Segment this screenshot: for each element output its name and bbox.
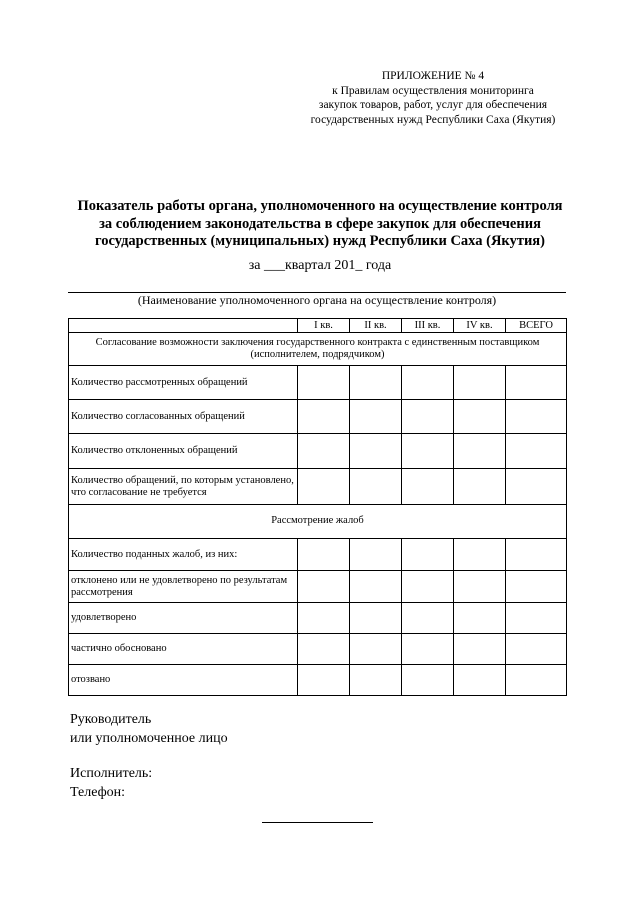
table-row (69, 603, 567, 634)
value-cell[interactable] (454, 400, 506, 434)
value-cell[interactable] (402, 603, 454, 634)
value-cell[interactable] (454, 366, 506, 400)
value-cell[interactable] (350, 434, 402, 469)
value-cell[interactable] (454, 539, 506, 571)
value-cell[interactable] (402, 571, 454, 603)
value-cell[interactable] (350, 634, 402, 665)
value-cell[interactable] (298, 603, 350, 634)
title-line: за соблюдением законодательства в сфере закупок для обеспечения (99, 215, 541, 232)
table-row (69, 571, 567, 603)
value-cell[interactable] (454, 434, 506, 469)
value-cell[interactable] (402, 366, 454, 400)
table-row (69, 665, 567, 696)
table-row (69, 469, 567, 505)
appendix-line: к Правилам осуществления мониторинга (332, 84, 534, 97)
value-cell[interactable] (402, 665, 454, 696)
value-cell[interactable] (506, 469, 567, 505)
appendix-line: закупок товаров, работ, услуг для обеспечения (318, 99, 548, 111)
value-cell[interactable] (506, 603, 567, 634)
value-cell[interactable] (350, 665, 402, 696)
header-cell-q4: IV кв. (454, 319, 506, 333)
section-title: Рассмотрение жалоб (69, 505, 567, 539)
value-cell[interactable] (506, 400, 567, 434)
contacts-block (70, 764, 152, 802)
title-line: государственных (муниципальных) нужд Республики Саха (Якутия) (95, 233, 545, 249)
value-cell[interactable] (350, 603, 402, 634)
row-label: Количество согласованных обращений (69, 400, 298, 434)
header-cell-q2: II кв. (350, 319, 402, 333)
table-row (69, 539, 567, 571)
signature-block (70, 710, 228, 748)
value-cell[interactable] (454, 634, 506, 665)
section-title: Согласование возможности заключения государственного контракта с единственным поставщиком (исполнителем, подрядчиком) (69, 333, 567, 366)
signature-title: Руководитель (70, 712, 152, 727)
executor-label: Исполнитель: (70, 766, 153, 781)
value-cell[interactable] (298, 539, 350, 571)
row-label: частично обосновано (69, 634, 298, 665)
header-cell-blank (69, 319, 298, 333)
value-cell[interactable] (298, 469, 350, 505)
appendix-line: ПРИЛОЖЕНИЕ № 4 (381, 70, 485, 82)
row-label: Количество рассмотренных обращений (69, 366, 298, 400)
value-cell[interactable] (454, 665, 506, 696)
value-cell[interactable] (506, 366, 567, 400)
phone-label: Телефон: (70, 785, 126, 800)
value-cell[interactable] (350, 400, 402, 434)
value-cell[interactable] (350, 366, 402, 400)
value-cell[interactable] (298, 571, 350, 603)
value-cell[interactable] (350, 539, 402, 571)
row-label: удовлетворено (69, 603, 298, 634)
value-cell[interactable] (454, 603, 506, 634)
value-cell[interactable] (402, 469, 454, 505)
row-label: отозвано (69, 665, 298, 696)
value-cell[interactable] (350, 469, 402, 505)
signature-subtitle: или уполномоченное лицо (70, 731, 228, 746)
row-label: Количество отклоненных обращений (69, 434, 298, 469)
report-table (68, 318, 567, 696)
period-line: за ___квартал 201_ года (248, 258, 392, 273)
value-cell[interactable] (402, 634, 454, 665)
appendix-line: государственных нужд Республики Саха (Якутия) (310, 113, 556, 126)
value-cell[interactable] (506, 665, 567, 696)
value-cell[interactable] (402, 434, 454, 469)
row-label: Количество поданных жалоб, из них: (69, 539, 298, 571)
value-cell[interactable] (350, 571, 402, 603)
table-row (69, 366, 567, 400)
section-row (69, 333, 567, 366)
value-cell[interactable] (454, 469, 506, 505)
value-cell[interactable] (402, 539, 454, 571)
document-title (60, 198, 580, 251)
row-label: отклонено или не удовлетворено по результатам рассмотрения (69, 571, 298, 603)
value-cell[interactable] (298, 634, 350, 665)
header-cell-q3: III кв. (402, 319, 454, 333)
table-row (69, 434, 567, 469)
header-cell-total: ВСЕГО (506, 319, 567, 333)
value-cell[interactable] (298, 366, 350, 400)
row-label: Количество обращений, по которым установлено, что согласование не требуется (69, 469, 298, 505)
value-cell[interactable] (506, 634, 567, 665)
table-header-row (69, 319, 567, 333)
value-cell[interactable] (454, 571, 506, 603)
table-row (69, 400, 567, 434)
title-line: Показатель работы органа, уполномоченного на осуществление контроля (77, 198, 563, 214)
value-cell[interactable] (402, 400, 454, 434)
table-row (69, 634, 567, 665)
header-cell-q1: I кв. (298, 319, 350, 333)
appendix-block (298, 69, 568, 127)
value-cell[interactable] (506, 539, 567, 571)
value-cell[interactable] (298, 665, 350, 696)
footer-separator (262, 822, 373, 823)
value-cell[interactable] (506, 571, 567, 603)
org-name-caption: (Наименование уполномоченного органа на осуществление контроля) (137, 293, 497, 307)
section-row (69, 505, 567, 539)
value-cell[interactable] (298, 434, 350, 469)
value-cell[interactable] (506, 434, 567, 469)
value-cell[interactable] (298, 400, 350, 434)
